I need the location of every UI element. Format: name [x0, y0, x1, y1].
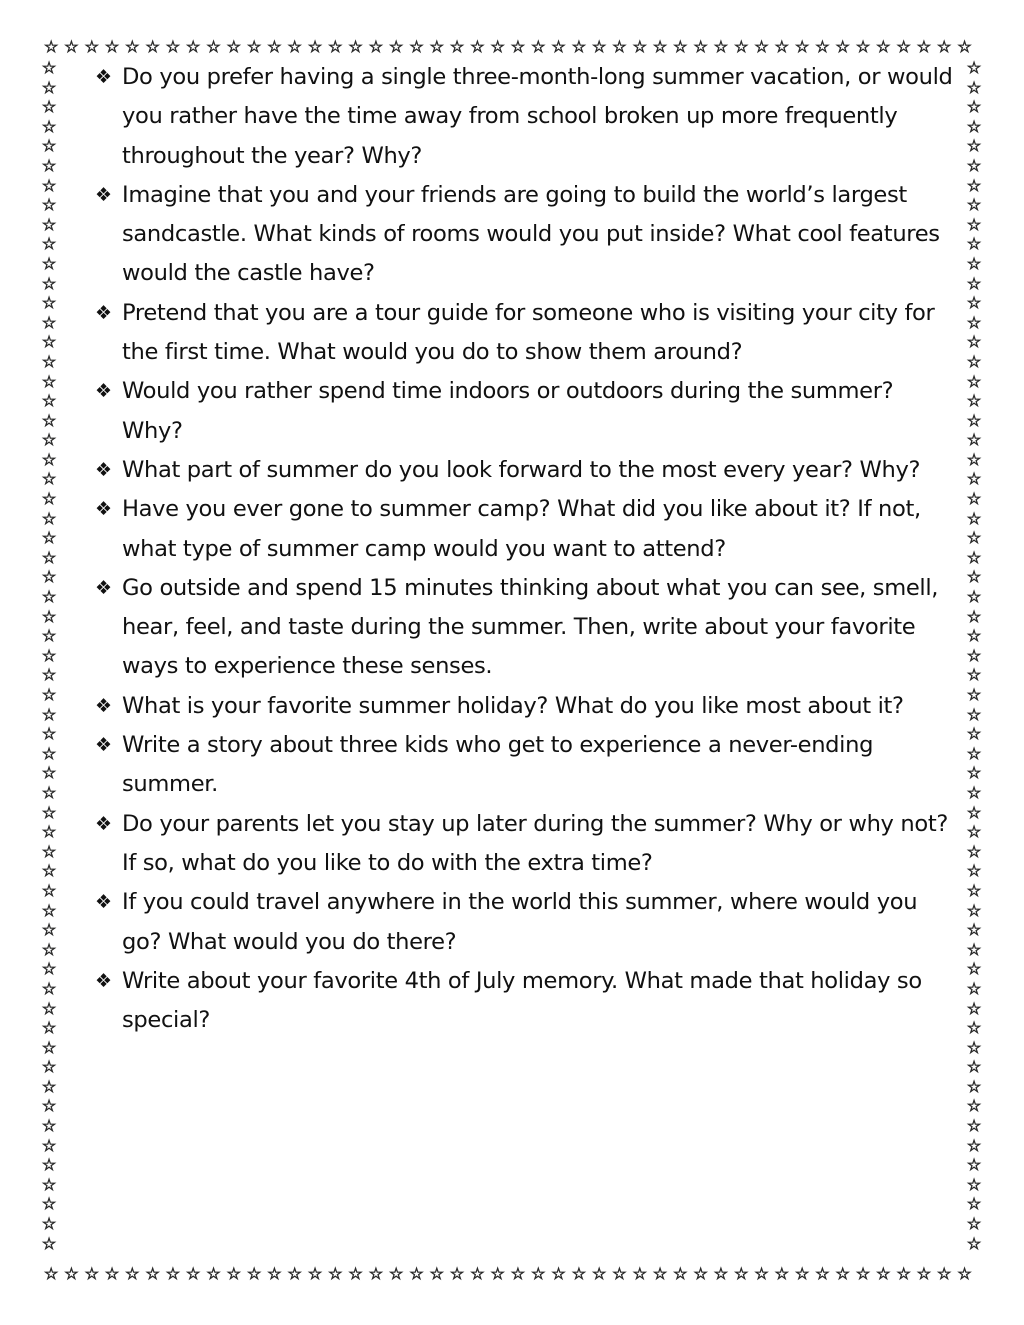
star-outline-icon: ☆ [409, 37, 424, 56]
star-outline-icon: ☆ [754, 37, 769, 56]
star-outline-icon: ☆ [41, 489, 57, 509]
star-outline-icon: ☆ [41, 665, 57, 685]
star-border-bottom [41, 1266, 975, 1282]
star-outline-icon: ☆ [966, 332, 982, 352]
four-diamond-bullet-icon: ❖ [95, 694, 112, 717]
star-outline-icon: ☆ [794, 1264, 810, 1283]
star-outline-icon: ☆ [41, 861, 57, 881]
star-outline-icon: ☆ [713, 37, 729, 56]
star-outline-icon: ☆ [41, 802, 57, 822]
star-outline-icon: ☆ [966, 665, 982, 685]
star-outline-icon: ☆ [41, 58, 57, 77]
prompt-text: Do your parents let you stay up later during the summer? Why or why not? If so, what do you like to do with the extra time? [122, 810, 948, 876]
star-outline-icon: ☆ [429, 1264, 444, 1283]
star-outline-icon: ☆ [510, 37, 526, 56]
star-outline-icon: ☆ [966, 1018, 982, 1038]
star-outline-icon: ☆ [966, 724, 982, 744]
star-outline-icon: ☆ [632, 37, 647, 56]
star-outline-icon: ☆ [966, 743, 982, 763]
star-outline-icon: ☆ [43, 37, 59, 56]
star-outline-icon: ☆ [206, 37, 221, 56]
star-outline-icon: ☆ [41, 469, 57, 489]
four-diamond-bullet-icon: ❖ [95, 498, 112, 521]
star-outline-icon: ☆ [966, 861, 982, 881]
four-diamond-bullet-icon: ❖ [95, 458, 112, 481]
four-diamond-bullet-icon: ❖ [95, 812, 112, 835]
star-outline-icon: ☆ [966, 606, 982, 626]
star-outline-icon: ☆ [41, 293, 57, 313]
star-outline-icon: ☆ [41, 1135, 57, 1155]
star-outline-icon: ☆ [966, 567, 982, 587]
star-outline-icon: ☆ [41, 1194, 57, 1214]
star-outline-icon: ☆ [966, 77, 982, 97]
star-outline-icon: ☆ [41, 136, 57, 156]
star-outline-icon: ☆ [490, 37, 505, 56]
star-outline-icon: ☆ [41, 724, 57, 744]
star-outline-icon: ☆ [429, 37, 444, 56]
star-outline-icon: ☆ [957, 1264, 972, 1283]
star-outline-icon: ☆ [966, 782, 982, 802]
star-outline-icon: ☆ [41, 606, 57, 626]
star-outline-icon: ☆ [125, 1264, 140, 1283]
star-outline-icon: ☆ [41, 430, 57, 450]
star-outline-icon: ☆ [896, 37, 911, 56]
star-outline-icon: ☆ [41, 743, 57, 763]
star-outline-icon: ☆ [754, 1264, 769, 1283]
star-outline-icon: ☆ [966, 293, 982, 313]
star-outline-icon: ☆ [41, 547, 57, 567]
star-outline-icon: ☆ [966, 351, 982, 371]
four-diamond-bullet-icon: ❖ [95, 734, 112, 757]
star-outline-icon: ☆ [966, 1037, 982, 1057]
star-outline-icon: ☆ [348, 1264, 363, 1283]
star-outline-icon: ☆ [632, 1264, 647, 1283]
star-outline-icon: ☆ [966, 978, 982, 998]
star-outline-icon: ☆ [966, 1155, 982, 1175]
star-outline-icon: ☆ [206, 1264, 221, 1283]
star-outline-icon: ☆ [966, 371, 982, 391]
star-outline-icon: ☆ [145, 37, 160, 56]
star-outline-icon: ☆ [41, 626, 57, 646]
star-outline-icon: ☆ [41, 1155, 57, 1175]
star-outline-icon: ☆ [41, 234, 57, 254]
prompt-text: If you could travel anywhere in the world this summer, where would you go? What would you do there? [122, 889, 918, 955]
star-outline-icon: ☆ [966, 508, 982, 528]
star-outline-icon: ☆ [226, 37, 241, 56]
star-outline-icon: ☆ [966, 136, 982, 156]
star-outline-icon: ☆ [551, 1264, 566, 1283]
star-outline-icon: ☆ [41, 449, 57, 469]
star-outline-icon: ☆ [328, 1264, 343, 1283]
star-outline-icon: ☆ [104, 37, 120, 56]
star-outline-icon: ☆ [104, 1264, 120, 1283]
star-outline-icon: ☆ [966, 802, 982, 822]
star-outline-icon: ☆ [41, 175, 57, 195]
star-outline-icon: ☆ [794, 37, 810, 56]
prompt-item [95, 294, 955, 373]
star-outline-icon: ☆ [41, 900, 57, 920]
star-outline-icon: ☆ [41, 371, 57, 391]
star-outline-icon: ☆ [966, 410, 982, 430]
prompt-list [95, 58, 955, 1040]
prompt-text: Would you rather spend time indoors or outdoors during the summer? Why? [122, 378, 894, 444]
star-outline-icon: ☆ [41, 97, 57, 117]
star-border-top [41, 39, 975, 55]
prompt-item [95, 883, 955, 962]
prompt-text: Go outside and spend 15 minutes thinking about what you can see, smell, hear, feel, and taste during the summer. Then, write about your favorite ways to experience these senses. [122, 574, 939, 680]
star-outline-icon: ☆ [409, 1264, 424, 1283]
prompt-item [95, 805, 955, 884]
star-outline-icon: ☆ [41, 332, 57, 352]
star-outline-icon: ☆ [41, 214, 57, 234]
star-outline-icon: ☆ [84, 1264, 99, 1283]
star-outline-icon: ☆ [41, 1057, 57, 1077]
star-outline-icon: ☆ [41, 195, 57, 215]
star-outline-icon: ☆ [835, 1264, 850, 1283]
prompt-text: Pretend that you are a tour guide for someone who is visiting your city for the first time. What would you do to show them around? [122, 299, 935, 366]
star-outline-icon: ☆ [41, 763, 57, 783]
star-outline-icon: ☆ [673, 37, 688, 56]
star-outline-icon: ☆ [937, 1264, 952, 1283]
star-outline-icon: ☆ [226, 1264, 241, 1283]
four-diamond-bullet-icon: ❖ [95, 66, 112, 88]
star-outline-icon: ☆ [966, 391, 982, 411]
star-outline-icon: ☆ [531, 1264, 546, 1283]
prompt-item [95, 451, 955, 490]
star-outline-icon: ☆ [966, 645, 982, 665]
star-outline-icon: ☆ [389, 1264, 404, 1283]
star-outline-icon: ☆ [612, 1264, 627, 1283]
star-outline-icon: ☆ [966, 1135, 982, 1155]
star-outline-icon: ☆ [591, 37, 607, 56]
star-outline-icon: ☆ [966, 97, 982, 117]
star-outline-icon: ☆ [835, 37, 850, 56]
star-outline-icon: ☆ [41, 880, 57, 900]
star-outline-icon: ☆ [966, 587, 982, 607]
star-outline-icon: ☆ [966, 900, 982, 920]
star-outline-icon: ☆ [41, 351, 57, 371]
prompt-text: Do you prefer having a single three-month-long summer vacation, or would you rather have the time away from school broken up more frequently throughout the year? Why? [122, 64, 953, 169]
star-outline-icon: ☆ [186, 37, 201, 56]
star-outline-icon: ☆ [41, 312, 57, 332]
star-outline-icon: ☆ [41, 939, 57, 959]
star-outline-icon: ☆ [652, 37, 668, 56]
star-outline-icon: ☆ [966, 116, 982, 136]
star-outline-icon: ☆ [186, 1264, 201, 1283]
star-outline-icon: ☆ [41, 155, 57, 175]
star-outline-icon: ☆ [267, 37, 282, 56]
star-outline-icon: ☆ [966, 175, 982, 195]
star-border-right [965, 60, 983, 1255]
four-diamond-bullet-icon: ❖ [95, 969, 112, 992]
star-outline-icon: ☆ [64, 1264, 79, 1283]
star-outline-icon: ☆ [41, 704, 57, 724]
star-outline-icon: ☆ [571, 1264, 587, 1283]
star-outline-icon: ☆ [652, 1264, 668, 1283]
star-outline-icon: ☆ [41, 998, 57, 1018]
star-outline-icon: ☆ [713, 1264, 729, 1283]
star-outline-icon: ☆ [41, 253, 57, 273]
star-outline-icon: ☆ [966, 449, 982, 469]
star-outline-icon: ☆ [966, 998, 982, 1018]
star-outline-icon: ☆ [43, 1264, 59, 1283]
star-outline-icon: ☆ [966, 234, 982, 254]
star-outline-icon: ☆ [470, 1264, 485, 1283]
star-outline-icon: ☆ [41, 77, 57, 97]
star-outline-icon: ☆ [612, 37, 627, 56]
four-diamond-bullet-icon: ❖ [95, 380, 112, 403]
star-outline-icon: ☆ [966, 1076, 982, 1096]
star-outline-icon: ☆ [287, 37, 302, 56]
prompt-item [95, 490, 955, 569]
star-outline-icon: ☆ [966, 959, 982, 979]
star-outline-icon: ☆ [966, 1096, 982, 1116]
prompt-text: What is your favorite summer holiday? What do you like most about it? [122, 692, 904, 719]
star-outline-icon: ☆ [966, 1214, 982, 1234]
star-outline-icon: ☆ [348, 37, 363, 56]
prompt-text: Have you ever gone to summer camp? What did you like about it? If not, what type of summer camp would you want to attend? [122, 496, 921, 562]
star-outline-icon: ☆ [966, 58, 982, 77]
star-outline-icon: ☆ [876, 37, 891, 56]
star-outline-icon: ☆ [449, 37, 465, 56]
star-outline-icon: ☆ [41, 1018, 57, 1038]
star-outline-icon: ☆ [966, 1116, 982, 1136]
star-outline-icon: ☆ [490, 1264, 505, 1283]
star-outline-icon: ☆ [966, 626, 982, 646]
star-outline-icon: ☆ [368, 37, 384, 56]
star-outline-icon: ☆ [966, 253, 982, 273]
star-outline-icon: ☆ [389, 37, 404, 56]
star-outline-icon: ☆ [734, 37, 749, 56]
star-outline-icon: ☆ [328, 37, 343, 56]
star-outline-icon: ☆ [815, 37, 830, 56]
prompt-item [95, 687, 955, 726]
four-diamond-bullet-icon: ❖ [95, 576, 112, 599]
star-outline-icon: ☆ [966, 312, 982, 332]
star-outline-icon: ☆ [966, 841, 982, 861]
star-outline-icon: ☆ [693, 1264, 708, 1283]
star-outline-icon: ☆ [41, 567, 57, 587]
star-outline-icon: ☆ [591, 1264, 607, 1283]
star-outline-icon: ☆ [41, 959, 57, 979]
star-outline-icon: ☆ [966, 214, 982, 234]
star-outline-icon: ☆ [41, 116, 57, 136]
star-outline-icon: ☆ [966, 195, 982, 215]
star-outline-icon: ☆ [966, 430, 982, 450]
star-outline-icon: ☆ [449, 1264, 465, 1283]
star-outline-icon: ☆ [966, 547, 982, 567]
star-outline-icon: ☆ [774, 37, 789, 56]
star-outline-icon: ☆ [41, 645, 57, 665]
star-outline-icon: ☆ [916, 37, 932, 56]
star-outline-icon: ☆ [470, 37, 485, 56]
prompt-text: Imagine that you and your friends are going to build the world’s largest sandcastle. What kinds of rooms would you put inside? What cool features would the castle have? [122, 181, 940, 287]
star-outline-icon: ☆ [41, 391, 57, 411]
star-outline-icon: ☆ [673, 1264, 688, 1283]
four-diamond-bullet-icon: ❖ [95, 301, 112, 324]
star-outline-icon: ☆ [966, 880, 982, 900]
star-outline-icon: ☆ [966, 489, 982, 509]
star-outline-icon: ☆ [966, 1174, 982, 1194]
star-outline-icon: ☆ [957, 37, 972, 56]
star-outline-icon: ☆ [876, 1264, 891, 1283]
star-outline-icon: ☆ [966, 704, 982, 724]
star-outline-icon: ☆ [41, 782, 57, 802]
star-outline-icon: ☆ [41, 920, 57, 940]
star-outline-icon: ☆ [693, 37, 708, 56]
star-outline-icon: ☆ [64, 37, 79, 56]
star-outline-icon: ☆ [966, 920, 982, 940]
star-outline-icon: ☆ [966, 685, 982, 704]
star-outline-icon: ☆ [41, 410, 57, 430]
star-outline-icon: ☆ [815, 1264, 830, 1283]
star-outline-icon: ☆ [41, 1037, 57, 1057]
star-outline-icon: ☆ [966, 155, 982, 175]
prompt-item [95, 962, 955, 1041]
star-outline-icon: ☆ [966, 1233, 982, 1253]
star-border-left [40, 60, 58, 1255]
star-outline-icon: ☆ [966, 273, 982, 293]
star-outline-icon: ☆ [145, 1264, 160, 1283]
star-outline-icon: ☆ [41, 1174, 57, 1194]
star-outline-icon: ☆ [531, 37, 546, 56]
star-outline-icon: ☆ [41, 1096, 57, 1116]
star-outline-icon: ☆ [41, 978, 57, 998]
star-outline-icon: ☆ [916, 1264, 932, 1283]
star-outline-icon: ☆ [510, 1264, 526, 1283]
star-outline-icon: ☆ [41, 685, 57, 704]
star-outline-icon: ☆ [41, 528, 57, 548]
star-outline-icon: ☆ [165, 37, 181, 56]
prompt-text: Write a story about three kids who get to experience a never-ending summer. [122, 732, 874, 798]
prompt-item [95, 176, 955, 294]
star-outline-icon: ☆ [125, 37, 140, 56]
star-outline-icon: ☆ [734, 1264, 749, 1283]
prompt-text: Write about your favorite 4th of July memory. What made that holiday so special? [122, 967, 922, 1034]
star-outline-icon: ☆ [307, 37, 323, 56]
star-outline-icon: ☆ [966, 822, 982, 842]
star-outline-icon: ☆ [896, 1264, 911, 1283]
star-outline-icon: ☆ [41, 508, 57, 528]
prompt-text: What part of summer do you look forward to the most every year? Why? [122, 456, 921, 483]
star-outline-icon: ☆ [551, 37, 566, 56]
star-outline-icon: ☆ [966, 1057, 982, 1077]
star-outline-icon: ☆ [41, 1214, 57, 1234]
star-outline-icon: ☆ [41, 1076, 57, 1096]
star-outline-icon: ☆ [966, 1194, 982, 1214]
star-outline-icon: ☆ [41, 587, 57, 607]
prompt-item [95, 58, 955, 176]
star-outline-icon: ☆ [966, 939, 982, 959]
star-outline-icon: ☆ [267, 1264, 282, 1283]
prompt-item [95, 569, 955, 687]
star-outline-icon: ☆ [165, 1264, 181, 1283]
star-outline-icon: ☆ [368, 1264, 384, 1283]
star-outline-icon: ☆ [966, 763, 982, 783]
star-outline-icon: ☆ [41, 841, 57, 861]
star-outline-icon: ☆ [41, 822, 57, 842]
star-outline-icon: ☆ [41, 273, 57, 293]
star-outline-icon: ☆ [84, 37, 99, 56]
four-diamond-bullet-icon: ❖ [95, 183, 112, 206]
prompt-item [95, 726, 955, 805]
star-outline-icon: ☆ [855, 37, 871, 56]
star-outline-icon: ☆ [966, 528, 982, 548]
star-outline-icon: ☆ [774, 1264, 789, 1283]
prompt-item [95, 372, 955, 451]
star-outline-icon: ☆ [41, 1116, 57, 1136]
star-outline-icon: ☆ [41, 1233, 57, 1253]
star-outline-icon: ☆ [966, 469, 982, 489]
star-outline-icon: ☆ [571, 37, 587, 56]
four-diamond-bullet-icon: ❖ [95, 891, 112, 914]
star-outline-icon: ☆ [246, 37, 262, 56]
star-outline-icon: ☆ [287, 1264, 302, 1283]
star-outline-icon: ☆ [855, 1264, 871, 1283]
star-outline-icon: ☆ [307, 1264, 323, 1283]
star-outline-icon: ☆ [246, 1264, 262, 1283]
star-outline-icon: ☆ [937, 37, 952, 56]
